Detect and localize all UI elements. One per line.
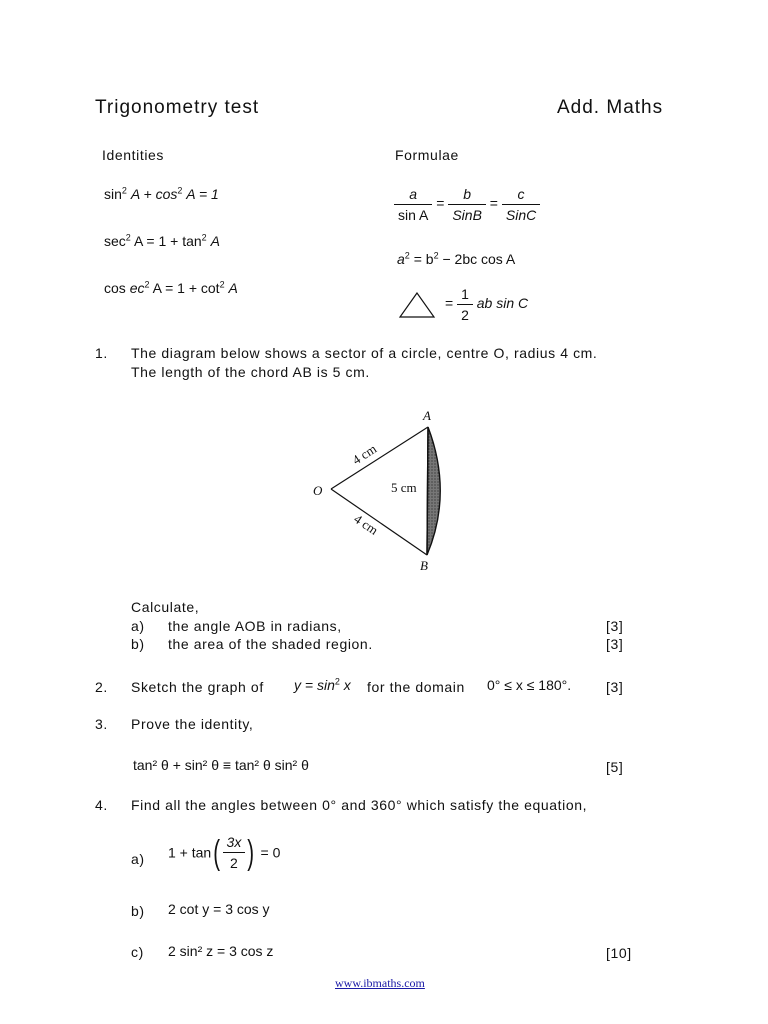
q2-domain: 0° ≤ x ≤ 180°. (487, 677, 572, 693)
label-radius-top: 4 cm (349, 440, 380, 468)
q1b-label: b) (131, 636, 145, 652)
q1a-text: the angle AOB in radians, (168, 618, 342, 634)
formulae-heading: Formulae (395, 147, 459, 163)
q2-marks: [3] (606, 679, 624, 695)
identity-2: $\sec^2 A = 1 + \tan^2 A$ (104, 232, 220, 249)
subject-title: Add. Maths (557, 97, 664, 118)
q4-marks: [10] (606, 945, 632, 961)
identity-3: $\cos ec^2$ $A = 1 + \cot^2 A$ (104, 279, 238, 296)
q4a-equation: 1 + tan( $\frac{3x}{2}$ ) = 0 (168, 833, 281, 872)
q4b-label: b) (131, 903, 145, 919)
q3-marks: [5] (606, 759, 624, 775)
q1-calculate: Calculate, (131, 599, 200, 615)
q3-text: Prove the identity, (131, 716, 254, 732)
sine-rule: $\frac{a}{\text{sin A}}$ = $\frac{b}{\text{SinB}}$ = $\frac{c}{\text{SinC}}$ (394, 186, 540, 223)
q4b-equation: 2 cot y = 3 cos y (168, 901, 270, 917)
q2-text2: for the domain (367, 679, 465, 695)
q4a-label: a) (131, 851, 145, 867)
label-radius-bottom: 4 cm (351, 511, 381, 538)
page-title: Trigonometry test (95, 97, 260, 118)
q2-number: 2. (95, 679, 108, 695)
triangle-icon (398, 291, 436, 324)
q3-identity: tan² θ + sin² θ ≡ tan² θ sin² θ (133, 757, 309, 773)
label-chord: 5 cm (391, 480, 417, 495)
q4c-equation: 2 sin² z = 3 cos z (168, 943, 274, 959)
q1b-text: the area of the shaded region. (168, 636, 373, 652)
q4c-label: c) (131, 944, 144, 960)
q1a-marks: [3] (606, 618, 624, 634)
sector-diagram (305, 403, 465, 580)
cosine-rule: $a^2 = b^2 - 2bc$ cos A (397, 250, 516, 267)
area-formula: = $\frac{1}{2}$ ab sin C (445, 286, 529, 323)
chord-ab (427, 427, 428, 555)
q1-line2: The length of the chord AB is 5 cm. (131, 364, 370, 380)
q2-equation: $y = \sin^2 x$ (294, 676, 351, 693)
radius-ob (331, 489, 427, 555)
identities-heading: Identities (102, 147, 165, 163)
label-a: A (423, 408, 431, 423)
identity-1: $\sin^2 A + \cos^2 A = 1$ (104, 185, 219, 202)
q2-text1: Sketch the graph of (131, 679, 264, 695)
q3-number: 3. (95, 716, 108, 732)
q4-text: Find all the angles between 0° and 360° which satisfy the equation, (131, 797, 588, 813)
q1a-label: a) (131, 618, 145, 634)
label-b: B (420, 558, 428, 573)
q1-line1: The diagram below shows a sector of a circle, centre O, radius 4 cm. (131, 345, 598, 361)
q4-number: 4. (95, 797, 108, 813)
shaded-segment (427, 427, 440, 555)
label-o: O (313, 483, 323, 498)
q1-number: 1. (95, 345, 108, 361)
q1b-marks: [3] (606, 636, 624, 652)
footer-link[interactable]: www.ibmaths.com (335, 976, 425, 990)
